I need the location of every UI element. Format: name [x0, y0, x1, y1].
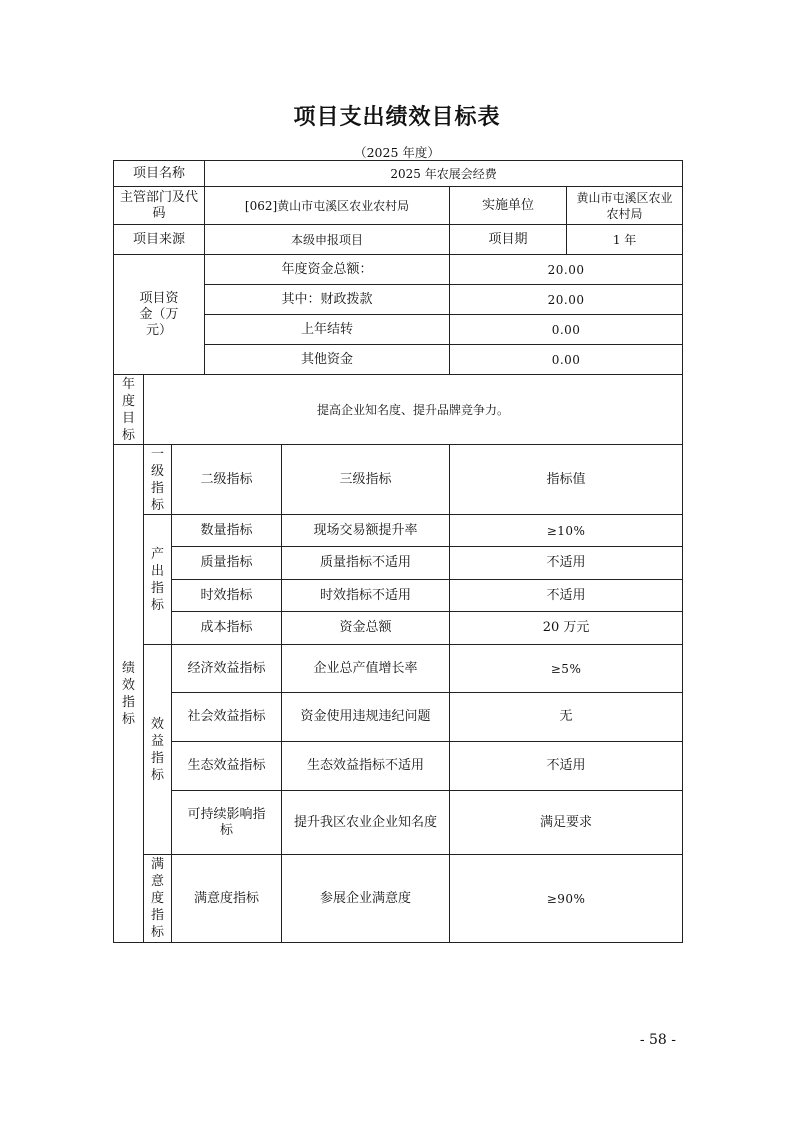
funds-fiscal-label: 其中：财政拨款: [205, 285, 450, 315]
level2-cell: 时效指标: [172, 580, 282, 612]
level3-cell: 时效指标不适用: [282, 580, 450, 612]
level3-cell: 资金使用违规违纪问题: [282, 693, 450, 742]
level3-cell: 参展企业满意度: [282, 855, 450, 943]
period-value: 1 年: [567, 225, 683, 255]
level2-header: 二级指标: [172, 445, 282, 515]
value-cell: ≥10%: [450, 515, 683, 547]
level2-cell: 经济效益指标: [172, 645, 282, 693]
level2-cell: 数量指标: [172, 515, 282, 547]
indicator-header-row: [114, 445, 683, 515]
value-cell: 满足要求: [450, 791, 683, 855]
level3-header: 三级指标: [282, 445, 450, 515]
source-value: 本级申报项目: [205, 225, 450, 255]
level2-cell: 社会效益指标: [172, 693, 282, 742]
page-subtitle: （2025 年度）: [354, 145, 440, 160]
level1-header: 一级指标: [144, 445, 172, 515]
implementing-unit-label: 实施单位: [450, 187, 567, 225]
department-row: [114, 187, 683, 225]
table-row: [114, 547, 683, 580]
benefit-indicators-label: 效益指标: [144, 645, 172, 855]
project-name-row: [114, 161, 683, 187]
project-name-label: 项目名称: [114, 161, 205, 187]
level2-cell: 质量指标: [172, 547, 282, 580]
source-label: 项目来源: [114, 225, 205, 255]
table-row: [114, 693, 683, 742]
level3-cell: 质量指标不适用: [282, 547, 450, 580]
value-cell: 无: [450, 693, 683, 742]
performance-target-table: [113, 160, 683, 943]
value-cell: 不适用: [450, 742, 683, 791]
table-row: [114, 580, 683, 612]
funds-total-value: 20.00: [450, 255, 683, 285]
funds-total-label: 年度资金总额：: [205, 255, 450, 285]
table-row: [114, 612, 683, 645]
value-cell: 不适用: [450, 547, 683, 580]
project-name-value: 2025 年农展会经费: [205, 161, 683, 187]
department-value: [062]黄山市屯溪区农业农村局: [205, 187, 450, 225]
funds-carryover-value: 0.00: [450, 315, 683, 345]
level3-cell: 企业总产值增长率: [282, 645, 450, 693]
satisfaction-indicators-label: 满意度指标: [144, 855, 172, 943]
table-row: [114, 515, 683, 547]
department-label: 主管部门及代码: [114, 187, 205, 225]
table-row: [114, 791, 683, 855]
value-cell: ≥90%: [450, 855, 683, 943]
funds-row: [114, 255, 683, 285]
table-row: [114, 645, 683, 693]
source-row: [114, 225, 683, 255]
level3-cell: 现场交易额提升率: [282, 515, 450, 547]
annual-goal-label: 年度目标: [114, 375, 144, 445]
page-title: 项目支出绩效目标表: [293, 105, 501, 130]
implementing-unit-value: 黄山市屯溪区农业农村局: [567, 187, 683, 225]
level2-cell: 生态效益指标: [172, 742, 282, 791]
value-cell: 不适用: [450, 580, 683, 612]
period-label: 项目期: [450, 225, 567, 255]
value-cell: ≥5%: [450, 645, 683, 693]
funds-other-label: 其他资金: [205, 345, 450, 375]
level2-cell: 成本指标: [172, 612, 282, 645]
value-cell: 20 万元: [450, 612, 683, 645]
performance-indicators-label: 绩效指标: [114, 445, 144, 943]
output-indicators-label: 产出指标: [144, 515, 172, 645]
annual-goal-row: [114, 375, 683, 445]
level2-cell: 满意度指标: [172, 855, 282, 943]
level3-cell: 资金总额: [282, 612, 450, 645]
funds-other-value: 0.00: [450, 345, 683, 375]
page-number: - 58 -: [639, 1032, 676, 1048]
funds-carryover-label: 上年结转: [205, 315, 450, 345]
value-header: 指标值: [450, 445, 683, 515]
level3-cell: 生态效益指标不适用: [282, 742, 450, 791]
level3-cell: 提升我区农业企业知名度: [282, 791, 450, 855]
funds-label: 项目资金（万元）: [114, 255, 205, 375]
table-row: [114, 855, 683, 943]
funds-fiscal-value: 20.00: [450, 285, 683, 315]
table-row: [114, 742, 683, 791]
level2-cell: 可持续影响指标: [172, 791, 282, 855]
annual-goal-text: 提高企业知名度、提升品牌竞争力。: [144, 375, 683, 445]
